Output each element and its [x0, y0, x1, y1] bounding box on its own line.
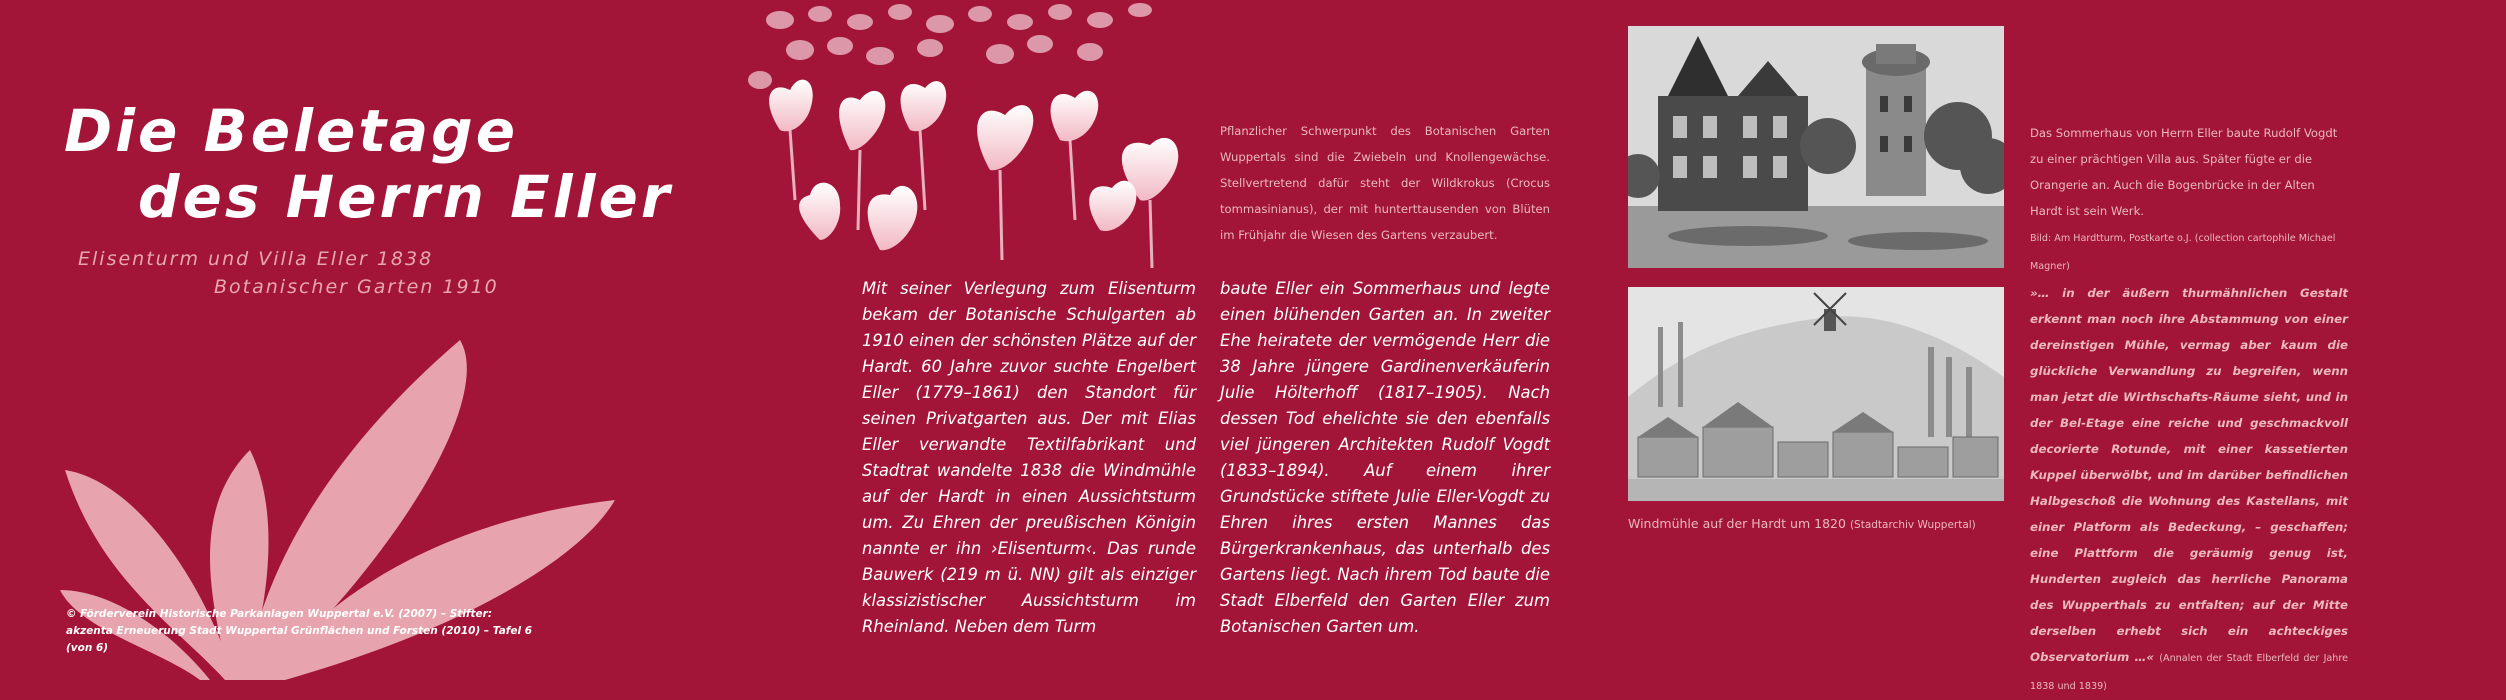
intro-paragraph: Pflanzlicher Schwerpunkt des Botanischen Garten Wuppertals sind die Zwiebeln und Knollengewächse. Stellvertretend dafür steht der Wildkrokus (Crocus tommasinianus), der mit hunterttausenden von Blüten im Frühjahr die Wiesen des Gartens verzaubert.	[1220, 124, 1550, 242]
windmill-caption-source: (Stadtarchiv Wuppertal)	[1849, 519, 1976, 531]
subtitle-line-2: Botanischer Garten 1910	[214, 276, 499, 298]
villa-description	[2030, 120, 2346, 280]
villa-image-source: Bild: Am Hardtturm, Postkarte o.J. (collection cartophile Michael Magner)	[2030, 233, 2336, 272]
villa-photo	[1628, 26, 2004, 268]
annals-quote-text: »… in der äußern thurmähnlichen Gestalt erkennt man noch ihre Abstammung von einer dereinstigen Mühle, vermag aber kaum die glückliche Verwandlung zu begreifen, wenn man jetzt die Wirthschafts-Räume sieht, und in der Bel-Etage eine reiche und geschmackvoll decorierte Rotunde, mit einer kassetierten Kuppel überwölbt, und im darüber befindlichen Halbgeschoß die Wohnung des Kastellans, mit einer Platform als Bedeckung, – geschaffen; eine Plattform die geräumig genug ist, Hunderten zugleich das herrliche Panorama des Wupperthals zu entfalten; auf der Mitte derselben erhebt sich ein achteckiges Observatorium …«	[2030, 286, 2348, 664]
crocus-flowers-image	[740, 0, 1220, 270]
windmill-drawing	[1628, 287, 2004, 501]
main-text-column-2: baute Eller ein Sommerhaus und legte einen blühenden Garten an. In zweiter Ehe heiratete der vermögende Herr die 38 Jahre jüngere Gardinenverkäuferin Julie Hölterhoff (1817–1905). Nach dessen Tod ehelichte sie den ebenfalls viel jüngeren Architekten Rudolf Vogdt (1833–1894). Auf einem ihrer Grundstücke stiftete Julie Eller-Vogdt zu Ehren ihres ersten Mannes das Bürgerkrankenhaus, das unterhalb des Gartens liegt. Nach ihrem Tod baute die Stadt Elberfeld den Garten Eller zum Botanischen Garten um.	[1220, 279, 1550, 636]
annals-quote-source: (Annalen der Stadt Elberfeld der Jahre 1838 und 1839)	[2030, 653, 2348, 692]
title-line-1: Die Beletage	[64, 97, 519, 165]
credit-text: © Förderverein Historische Parkanlagen Wuppertal e.V. (2007) – Stifter: akzenta Erneuerung Stadt Wuppertal Grünflächen und Forsten (2010) – Tafel 6 (von 6)	[66, 608, 533, 654]
windmill-caption-text: Windmühle auf der Hardt um 1820	[1628, 516, 1846, 531]
main-text-column-1: Mit seiner Verlegung zum Elisenturm bekam der Botanische Schulgarten ab 1910 einen der schönsten Plätze auf der Hardt. 60 Jahre zuvor suchte Engelbert Eller (1779–1861) den Standort für seinen Privatgarten aus. Der mit Elias Eller verwandte Textilfabrikant und Stadtrat wandelte 1838 die Windmühle auf der Hardt in einen Aussichtsturm um. Zu Ehren der preußischen Königin nannte er ihn ›Elisenturm‹. Das runde Bauwerk (219 m ü. NN) gilt als einziger klassizistischer Aussichtsturm im Rheinland. Neben dem Turm	[862, 279, 1196, 636]
title-line-2: des Herrn Eller	[138, 163, 673, 231]
annals-quote	[2030, 280, 2348, 700]
windmill-caption	[1628, 516, 2008, 531]
subtitle-line-1: Elisenturm und Villa Eller 1838	[78, 248, 434, 270]
villa-description-text: Das Sommerhaus von Herrn Eller baute Rudolf Vogdt zu einer prächtigen Villa aus. Später fügte er die Orangerie an. Auch die Bogenbrücke in der Alten Hardt ist sein Werk.	[2030, 126, 2338, 218]
